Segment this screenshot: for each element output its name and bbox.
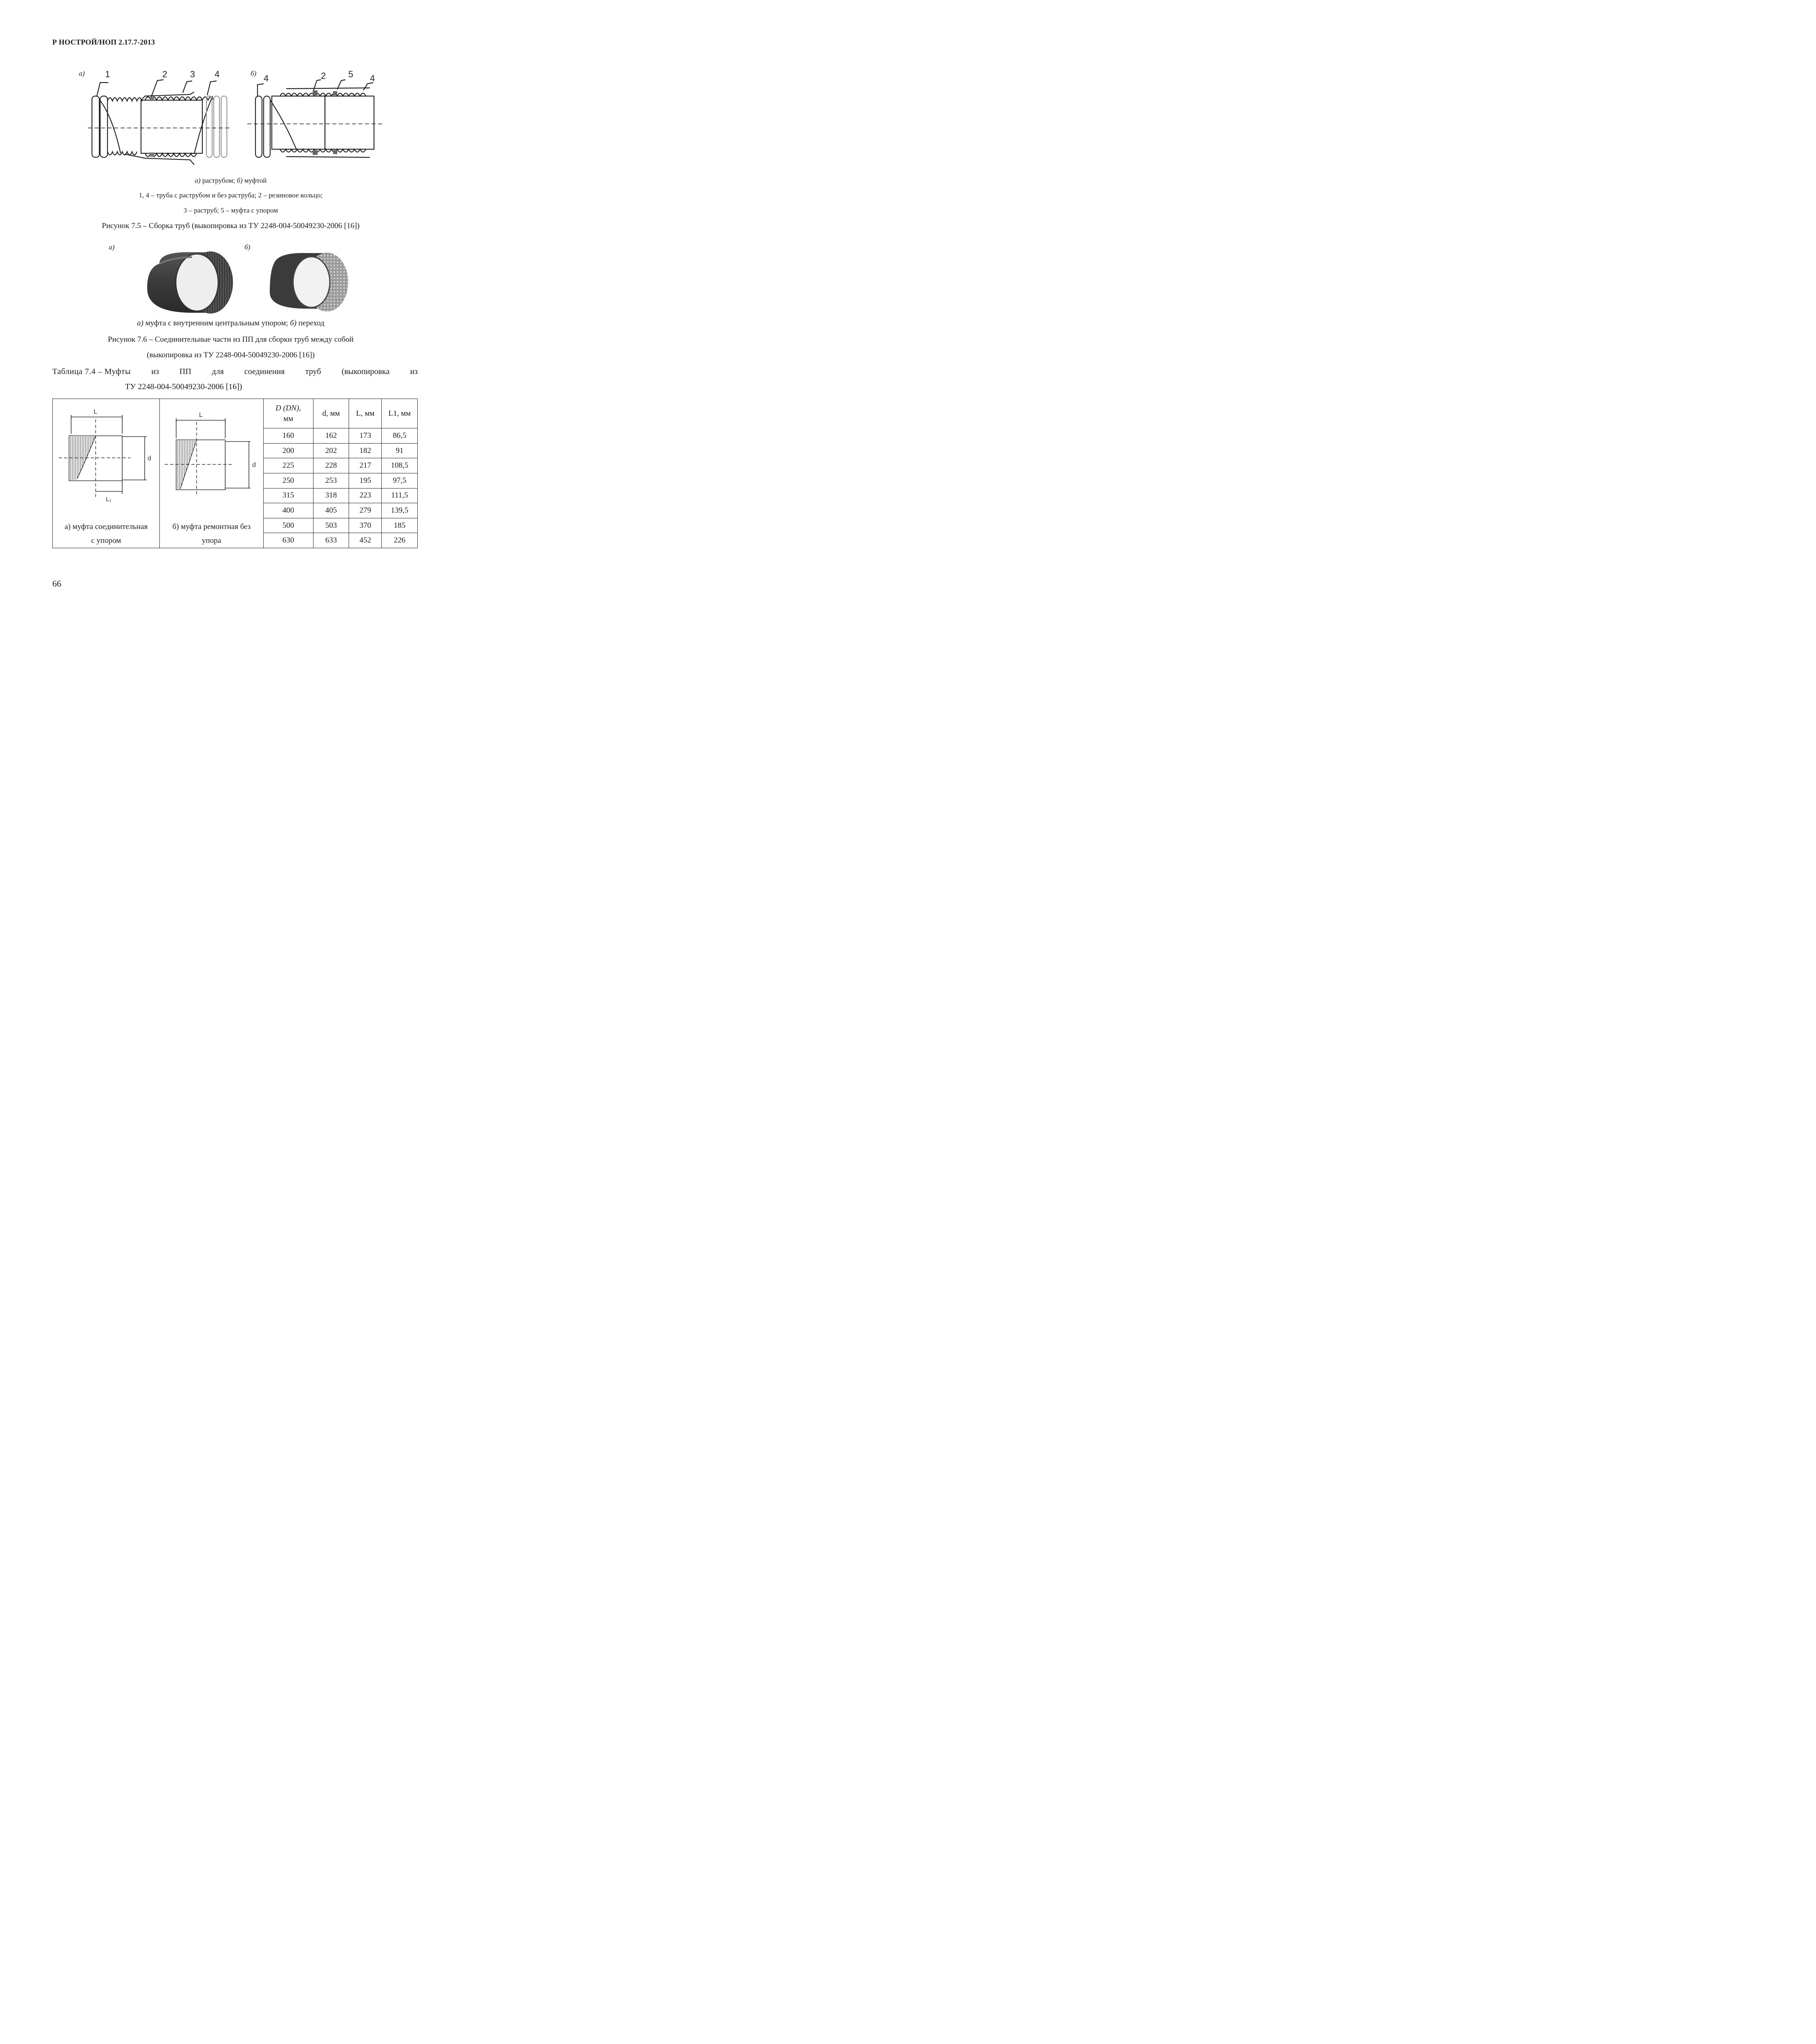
cell-L: 173 [349, 428, 382, 444]
cell-D: 160 [263, 428, 313, 444]
coupling-with-stop-drawing [53, 399, 159, 509]
figure-7-6-label-a: а) [109, 243, 115, 251]
table-title-line2: ТУ 2248-004-50049230-2006 [16]) [125, 382, 242, 391]
figure-7-5-label-b: б) [251, 69, 257, 77]
cell-L: 182 [349, 443, 382, 458]
figure-7-6-photos [143, 247, 356, 317]
cell-d: 503 [313, 518, 349, 533]
subcaption-letter-a: а) [195, 177, 201, 184]
drawing-b-caption [160, 520, 263, 548]
figure-7-5-subcaption [0, 177, 461, 185]
dim-L1-label: L₁ [106, 496, 112, 503]
figure-7-6-caption-line1: Рисунок 7.6 – Соединительные части из ПП для сборки труб между собой [107, 335, 354, 344]
figure-7-6-subcaption [0, 319, 461, 328]
document-code-header: Р НОСТРОЙ/НОП 2.17.7-2013 [52, 38, 155, 46]
callout-3: 3 [190, 69, 195, 79]
cell-L1: 108,5 [382, 458, 418, 473]
header-D-dn-line1: D (DN), [275, 403, 301, 412]
cell-d: 253 [313, 473, 349, 488]
figure-7-5-legend-line2: 3 – раструб; 5 – муфта с упором [183, 206, 278, 214]
couplings-table [52, 399, 418, 548]
cell-L: 195 [349, 473, 382, 488]
cell-L1: 226 [382, 533, 418, 548]
callout-4c: 4 [370, 73, 375, 83]
dim-d-label: d [148, 455, 152, 462]
callout-5b: 5 [348, 69, 354, 79]
dim-L-label: L [94, 408, 98, 415]
cell-L1: 91 [382, 443, 418, 458]
repair-coupling-drawing [160, 399, 263, 509]
drawing-a-caption-line2: с упором [91, 536, 121, 545]
cell-L: 370 [349, 518, 382, 533]
subcaption-letter-b: б) [237, 177, 243, 184]
cell-d: 633 [313, 533, 349, 548]
cell-D: 200 [263, 443, 313, 458]
cell-d: 202 [313, 443, 349, 458]
cell-D: 315 [263, 488, 313, 503]
drawing-a-cell [53, 399, 160, 548]
subcaption-letter-b: б) [290, 319, 297, 327]
cell-L1: 185 [382, 518, 418, 533]
subcaption-text-a: раструбом; [202, 177, 235, 184]
title-word: (выкопировка [341, 367, 390, 376]
title-word: труб [305, 367, 321, 376]
drawing-b-cell [159, 399, 263, 548]
table-title [52, 367, 418, 392]
figure-7-5-drawings [76, 67, 386, 174]
header-L1: L1, мм [382, 399, 418, 428]
cell-d: 318 [313, 488, 349, 503]
figure-7-6-label-b: б) [244, 243, 251, 251]
cell-d: 162 [313, 428, 349, 444]
callout-4: 4 [215, 69, 220, 79]
cell-L: 452 [349, 533, 382, 548]
cell-L1: 86,5 [382, 428, 418, 444]
cell-D: 400 [263, 503, 313, 518]
cell-L1: 139,5 [382, 503, 418, 518]
cell-d: 228 [313, 458, 349, 473]
page-number: 66 [52, 578, 61, 589]
cell-D: 250 [263, 473, 313, 488]
coupling-photo-drawing [143, 247, 356, 317]
drawing-a-caption [53, 520, 159, 548]
cell-d: 405 [313, 503, 349, 518]
drawing-b-caption-line1: б) муфта ремонтная без [172, 522, 251, 531]
title-word: ПП [179, 367, 191, 376]
cell-L: 223 [349, 488, 382, 503]
figure-7-5-legend-line1: 1, 4 – труба с раструбом и без раструба; 2 – резиновое кольцо; [139, 191, 323, 199]
callout-1: 1 [105, 69, 110, 79]
cell-D: 225 [263, 458, 313, 473]
cell-D: 500 [263, 518, 313, 533]
title-word: из [410, 367, 418, 376]
title-word: соединения [244, 367, 285, 376]
header-D-dn [263, 399, 313, 428]
callout-4b: 4 [264, 73, 269, 83]
figure-7-5-caption: Рисунок 7.5 – Сборка труб (выкопировка из ТУ 2248-004-50049230-2006 [16]) [102, 222, 360, 230]
title-word: Таблица 7.4 – Муфты [52, 367, 131, 376]
title-word: из [151, 367, 159, 376]
drawing-a-caption-line1: а) муфта соединительная [64, 522, 148, 531]
header-L: L, мм [349, 399, 382, 428]
table-header-row [53, 399, 418, 428]
figure-7-6-caption-line2: (выкопировка из ТУ 2248-004-50049230-2006 [16]) [147, 351, 315, 359]
callout-2b: 2 [321, 71, 326, 81]
cell-D: 630 [263, 533, 313, 548]
callout-2: 2 [162, 69, 168, 79]
cell-L1: 97,5 [382, 473, 418, 488]
cell-L: 217 [349, 458, 382, 473]
header-d: d, мм [313, 399, 349, 428]
title-word: для [212, 367, 224, 376]
dim-d-label: d [252, 462, 256, 468]
figure-7-5-label-a: а) [79, 69, 85, 77]
subcaption-letter-a: а) [137, 319, 143, 327]
table-title-line1 [52, 367, 418, 377]
pipe-assembly-drawing [76, 67, 386, 174]
subcaption-text-b: муфтой [244, 177, 267, 184]
cell-L1: 111,5 [382, 488, 418, 503]
subcaption-text-a: муфта с внутренним центральным упором; [145, 319, 288, 327]
subcaption-text-b: переход [298, 319, 325, 327]
cell-L: 279 [349, 503, 382, 518]
drawing-b-caption-line2: упора [202, 536, 222, 545]
dim-L-label: L [199, 412, 203, 419]
header-D-dn-line2: мм [283, 414, 293, 423]
